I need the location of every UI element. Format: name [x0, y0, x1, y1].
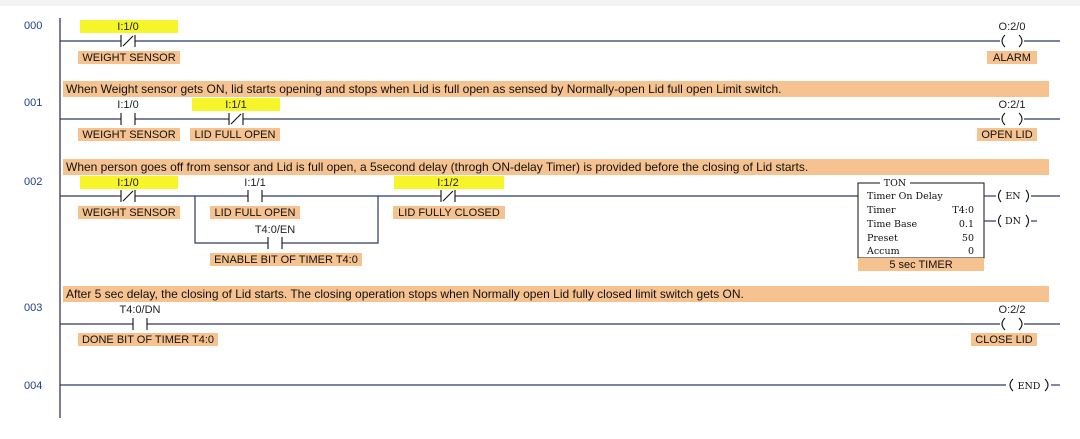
timer-en-output: EN	[1005, 191, 1021, 202]
timer-row-value: 50	[961, 233, 974, 244]
rung-number-004[interactable]: 004	[24, 380, 43, 392]
contact-address: I:1/2	[437, 177, 459, 189]
contact-weight-sensor-nc[interactable]	[78, 176, 180, 219]
rung-number-000[interactable]: 000	[24, 20, 43, 32]
contact-timer-enable-bit[interactable]	[210, 224, 362, 266]
contact-weight-sensor-no[interactable]	[78, 99, 180, 141]
contact-label: WEIGHT SENSOR	[82, 52, 176, 64]
timer-label: 5 sec TIMER	[889, 259, 953, 271]
coil-close-lid[interactable]	[971, 304, 1037, 346]
rung-000	[60, 20, 1060, 64]
contact-address: I:1/1	[244, 177, 266, 189]
contact-lid-full-open-no[interactable]	[210, 177, 300, 219]
timer-ton-block[interactable]	[858, 178, 1060, 271]
rung-number-003[interactable]: 003	[24, 302, 43, 314]
rung-001	[60, 81, 1060, 141]
end-label: END	[1017, 381, 1041, 392]
rung-002	[60, 159, 1060, 271]
contact-address: I:1/0	[117, 177, 139, 189]
timer-row-name: Accum	[867, 246, 900, 257]
rung-number-001[interactable]: 001	[24, 97, 43, 109]
rung-003	[60, 286, 1060, 346]
rung-number-002[interactable]: 002	[24, 176, 43, 188]
contact-label: WEIGHT SENSOR	[82, 129, 176, 141]
timer-title: Timer On Delay	[867, 191, 943, 202]
coil-address: O:2/2	[998, 304, 1026, 316]
timer-row-value: 0	[967, 246, 974, 257]
contact-lid-fully-closed-nc[interactable]	[393, 176, 505, 219]
contact-label: LID FULL OPEN	[214, 207, 296, 219]
contact-timer-done-bit[interactable]	[78, 304, 218, 346]
coil-open-lid[interactable]	[977, 99, 1037, 141]
timer-dn-output: DN	[1005, 216, 1021, 227]
contact-address: I:1/0	[117, 99, 139, 111]
timer-row-name: Time Base	[867, 219, 918, 230]
rung-004	[60, 379, 1060, 392]
coil-address: O:2/1	[998, 99, 1026, 111]
coil-label: ALARM	[993, 52, 1031, 64]
coil-label: OPEN LID	[981, 129, 1033, 141]
contact-label: LID FULL OPEN	[194, 129, 276, 141]
rung-comment: When person goes off from sensor and Lid is full open, a 5second delay (throgh ON-delay Timer) is provided before the closing of Lid starts.	[66, 160, 809, 174]
coil-address: O:2/0	[998, 21, 1026, 33]
contact-label: WEIGHT SENSOR	[82, 207, 176, 219]
timer-row-name: Timer	[867, 205, 896, 216]
coil-alarm[interactable]	[987, 21, 1037, 64]
contact-address: T4:0/DN	[119, 304, 161, 316]
end-instruction[interactable]	[1010, 379, 1048, 392]
contact-label: LID FULLY CLOSED	[398, 207, 500, 219]
contact-weight-sensor-nc[interactable]	[78, 20, 180, 64]
timer-row-name: Preset	[867, 233, 898, 244]
timer-row-value: T4:0	[952, 205, 974, 216]
rung-comment: When Weight sensor gets ON, lid starts opening and stops when Lid is full open as sensed by Normally-open Lid full open Limit switch.	[66, 82, 782, 96]
contact-label: ENABLE BIT OF TIMER T4:0	[214, 254, 358, 266]
contact-address: T4:0/EN	[254, 224, 296, 236]
contact-label: DONE BIT OF TIMER T4:0	[81, 334, 215, 346]
rung-comment: After 5 sec delay, the closing of Lid starts. The closing operation stops when Normally open Lid fully closed limit switch gets ON.	[66, 287, 744, 301]
timer-row-value: 0.1	[958, 219, 974, 230]
contact-address: I:1/0	[117, 21, 139, 33]
coil-label: CLOSE LID	[975, 334, 1033, 346]
contact-address: I:1/1	[225, 99, 247, 111]
timer-header: TON	[883, 178, 907, 189]
